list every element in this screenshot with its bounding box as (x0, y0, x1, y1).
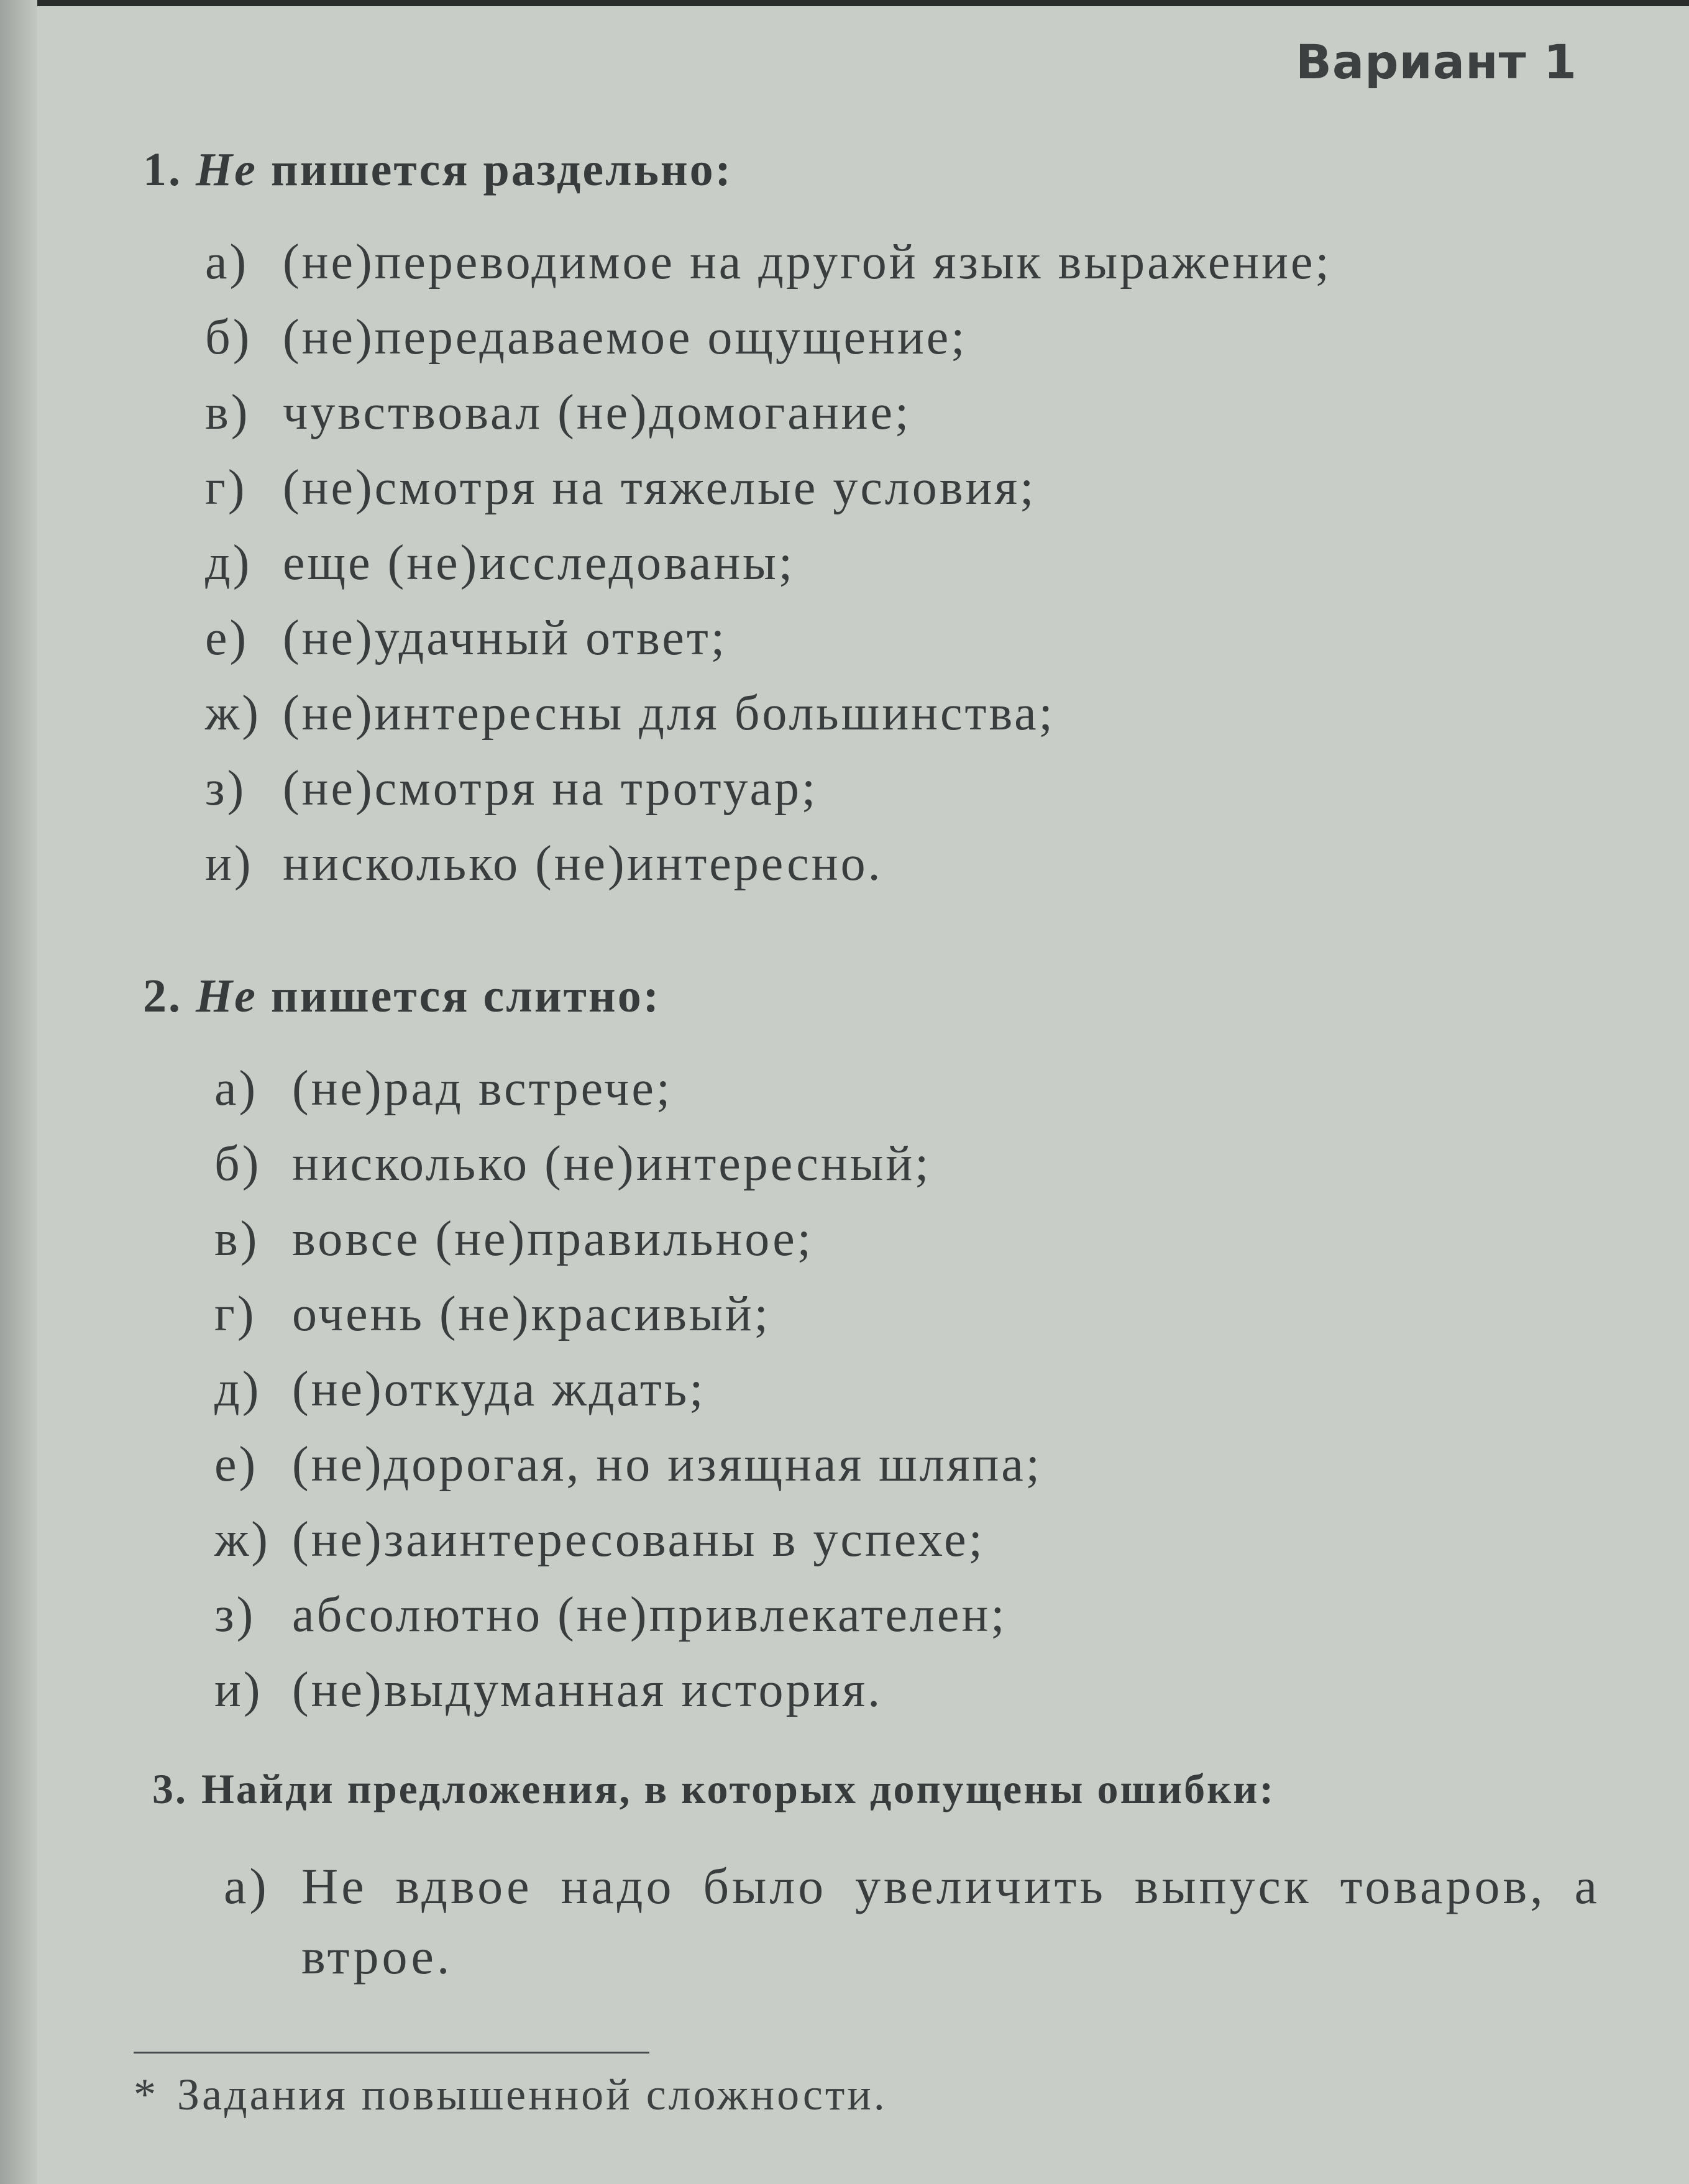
page-top-edge (0, 0, 1689, 6)
option-letter: г) (205, 460, 247, 515)
option-letter: з) (205, 761, 247, 816)
variant-label: Вариант 1 (1295, 34, 1577, 89)
task-2-option-g (214, 1277, 1042, 1352)
page-binding-shadow (0, 0, 37, 2184)
footnote-text: Задания повышенной сложности. (177, 2070, 887, 2119)
task-1-options (205, 225, 1332, 902)
task-1-option-g (205, 450, 1332, 526)
task-3-title-text: Найди предложения, в которых допущены ошибки: (201, 1765, 1276, 1812)
option-letter: ж) (205, 686, 261, 741)
task-1-option-d (205, 526, 1332, 601)
option-letter: д) (214, 1362, 262, 1417)
task-1-option-a (205, 225, 1332, 300)
option-text: абсолютно (не)привлекателен; (292, 1588, 1007, 1642)
option-text: (не)выдуманная история. (292, 1663, 883, 1717)
option-letter: д) (205, 536, 252, 590)
option-text: (не)смотря на тяжелые условия; (283, 460, 1037, 515)
option-text: нисколько (не)интересный; (292, 1136, 931, 1191)
task-1-option-v (205, 375, 1332, 450)
option-text: вовсе (не)правильное; (292, 1212, 813, 1266)
task-2 (143, 969, 1042, 1728)
option-text: (не)передаваемое ощущение; (283, 310, 968, 365)
option-text: (не)заинтересованы в успехе; (292, 1512, 985, 1567)
option-text: Не вдвое надо было увеличить выпуск товаров, а втрое. (301, 1858, 1600, 1985)
option-letter: а) (224, 1858, 270, 1914)
task-2-option-b (214, 1126, 1042, 1202)
task-3-number: 3. (152, 1765, 188, 1812)
footnote-divider (134, 2052, 649, 2054)
option-text: (не)откуда ждать; (292, 1362, 706, 1417)
task-2-title-ne: Не (196, 970, 257, 1022)
task-3 (152, 1765, 1600, 1991)
option-text: (не)переводимое на другой язык выражение; (283, 235, 1332, 290)
task-2-option-zh (214, 1502, 1042, 1578)
option-text: чувствовал (не)домогание; (283, 385, 912, 440)
task-1-option-zh (205, 676, 1332, 751)
option-text: очень (не)красивый; (292, 1287, 771, 1341)
task-1 (143, 143, 1332, 902)
option-letter: в) (214, 1212, 260, 1266)
task-1-option-b (205, 300, 1332, 375)
option-text: (не)дорогая, но изящная шляпа; (292, 1437, 1043, 1492)
task-2-title-text: пишется слитно: (270, 970, 661, 1022)
option-letter: в) (205, 385, 250, 440)
option-text: (не)смотря на тротуар; (283, 761, 818, 816)
task-2-title (143, 969, 1042, 1023)
task-1-option-z (205, 751, 1332, 826)
option-letter: е) (205, 611, 249, 665)
task-2-option-d (214, 1352, 1042, 1427)
task-2-option-v (214, 1202, 1042, 1277)
option-letter: а) (214, 1061, 259, 1116)
option-letter: ж) (214, 1512, 270, 1567)
task-2-option-z (214, 1578, 1042, 1653)
option-letter: а) (205, 235, 249, 290)
task-1-title-text: пишется раздельно: (270, 144, 733, 196)
task-2-option-e (214, 1427, 1042, 1502)
task-1-title (143, 143, 1332, 197)
option-text: (не)удачный ответ; (283, 611, 728, 665)
task-1-title-ne: Не (196, 144, 257, 196)
task-1-option-i (205, 826, 1332, 902)
option-letter: и) (214, 1663, 263, 1717)
task-2-options (214, 1051, 1042, 1728)
option-letter: и) (205, 836, 254, 891)
option-letter: е) (214, 1437, 259, 1492)
option-letter: б) (205, 310, 252, 365)
footnote-asterisk: * (134, 2070, 158, 2119)
task-3-title (152, 1765, 1600, 1814)
option-letter: з) (214, 1588, 256, 1642)
option-text: (не)интересны для большинства; (283, 686, 1055, 741)
option-letter: г) (214, 1287, 257, 1341)
task-3-options (224, 1851, 1600, 1991)
task-3-option-a (224, 1851, 1600, 1991)
task-2-number: 2. (143, 970, 182, 1022)
task-1-option-e (205, 601, 1332, 676)
option-text: нисколько (не)интересно. (283, 836, 883, 891)
task-2-option-i (214, 1653, 1042, 1728)
option-letter: б) (214, 1136, 262, 1191)
footnote (134, 2069, 887, 2121)
option-text: (не)рад встрече; (292, 1061, 673, 1116)
task-1-number: 1. (143, 144, 182, 196)
option-text: еще (не)исследованы; (283, 536, 795, 590)
task-2-option-a (214, 1051, 1042, 1126)
